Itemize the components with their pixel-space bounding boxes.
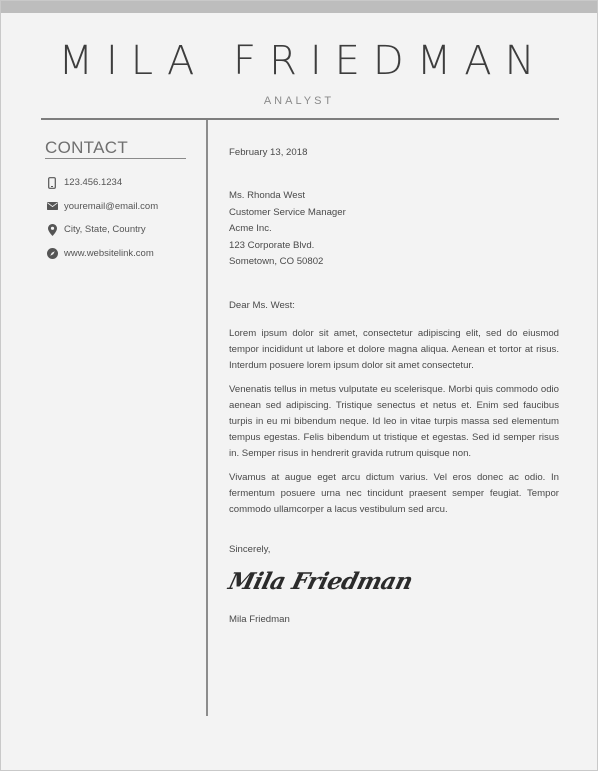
header-divider — [41, 118, 559, 120]
recipient-city: Sometown, CO 50802 — [229, 256, 324, 267]
closing: Sincerely, — [229, 543, 271, 555]
contact-phone — [45, 171, 200, 195]
contact-heading: CONTACT — [45, 138, 128, 157]
signer-name: Mila Friedman — [229, 613, 290, 625]
contact-email-text[interactable]: youremail@email.com — [64, 200, 159, 212]
contact-divider — [45, 158, 186, 159]
contact-location — [45, 218, 200, 242]
handwritten-signature: Mila Friedman — [225, 567, 416, 595]
envelope-icon — [45, 199, 59, 213]
applicant-name: MILA FRIEDMAN — [58, 38, 548, 84]
letter-paragraph: Lorem ipsum dolor sit amet, consectetur adipiscing elit, sed do eiusmod tempor incididunt ut labore et dolore magna aliqua. Aenean et tortor at risus. Interdum posuere lorem ipsum dolor sit amet consectetur. — [229, 327, 559, 371]
recipient-street: 123 Corporate Blvd. — [229, 239, 315, 251]
contact-email[interactable] — [45, 195, 200, 219]
recipient-name: Ms. Rhonda West — [229, 190, 306, 201]
contact-list — [45, 171, 200, 265]
letter-paragraph: Venenatis tellus in metus vulputate eu scelerisque. Morbi quis commodo odio aenean sed adipiscing. Tristique senectus et netus et. Enim sed faucibus turpis in eu mi bibendum neque. Id leo in vitae turpis massa sed elementum tempus egestas. Felis bibendum ut tristique et egestas. Sed id semper risus in. Semper risus in hendrerit gravida rutrum quisque non. — [229, 383, 559, 459]
column-divider — [206, 120, 208, 716]
contact-website[interactable] — [45, 242, 200, 266]
letter-paragraph: Vivamus at augue eget arcu dictum varius. Vel eros donec ac odio. In fermentum posuere urna nec tincidunt praesent semper feugiat. Tempor commodo ullamcorper a lacus vestibulum sed arcu. — [229, 471, 559, 515]
recipient-company: Acme Inc. — [229, 223, 272, 234]
phone-icon — [45, 176, 59, 190]
contact-location-text: City, State, Country — [64, 224, 146, 236]
applicant-title: ANALYST — [263, 95, 335, 107]
top-band — [1, 1, 597, 13]
cover-letter — [225, 145, 559, 628]
letter-date: February 13, 2018 — [229, 147, 308, 158]
contact-phone-text: 123.456.1234 — [64, 177, 123, 189]
salutation: Dear Ms. West: — [229, 299, 295, 311]
recipient-title: Customer Service Manager — [229, 206, 346, 218]
recipient-block — [229, 188, 559, 271]
compass-icon — [45, 246, 59, 260]
contact-website-text[interactable]: www.websitelink.com — [64, 247, 154, 259]
location-pin-icon — [45, 223, 59, 237]
